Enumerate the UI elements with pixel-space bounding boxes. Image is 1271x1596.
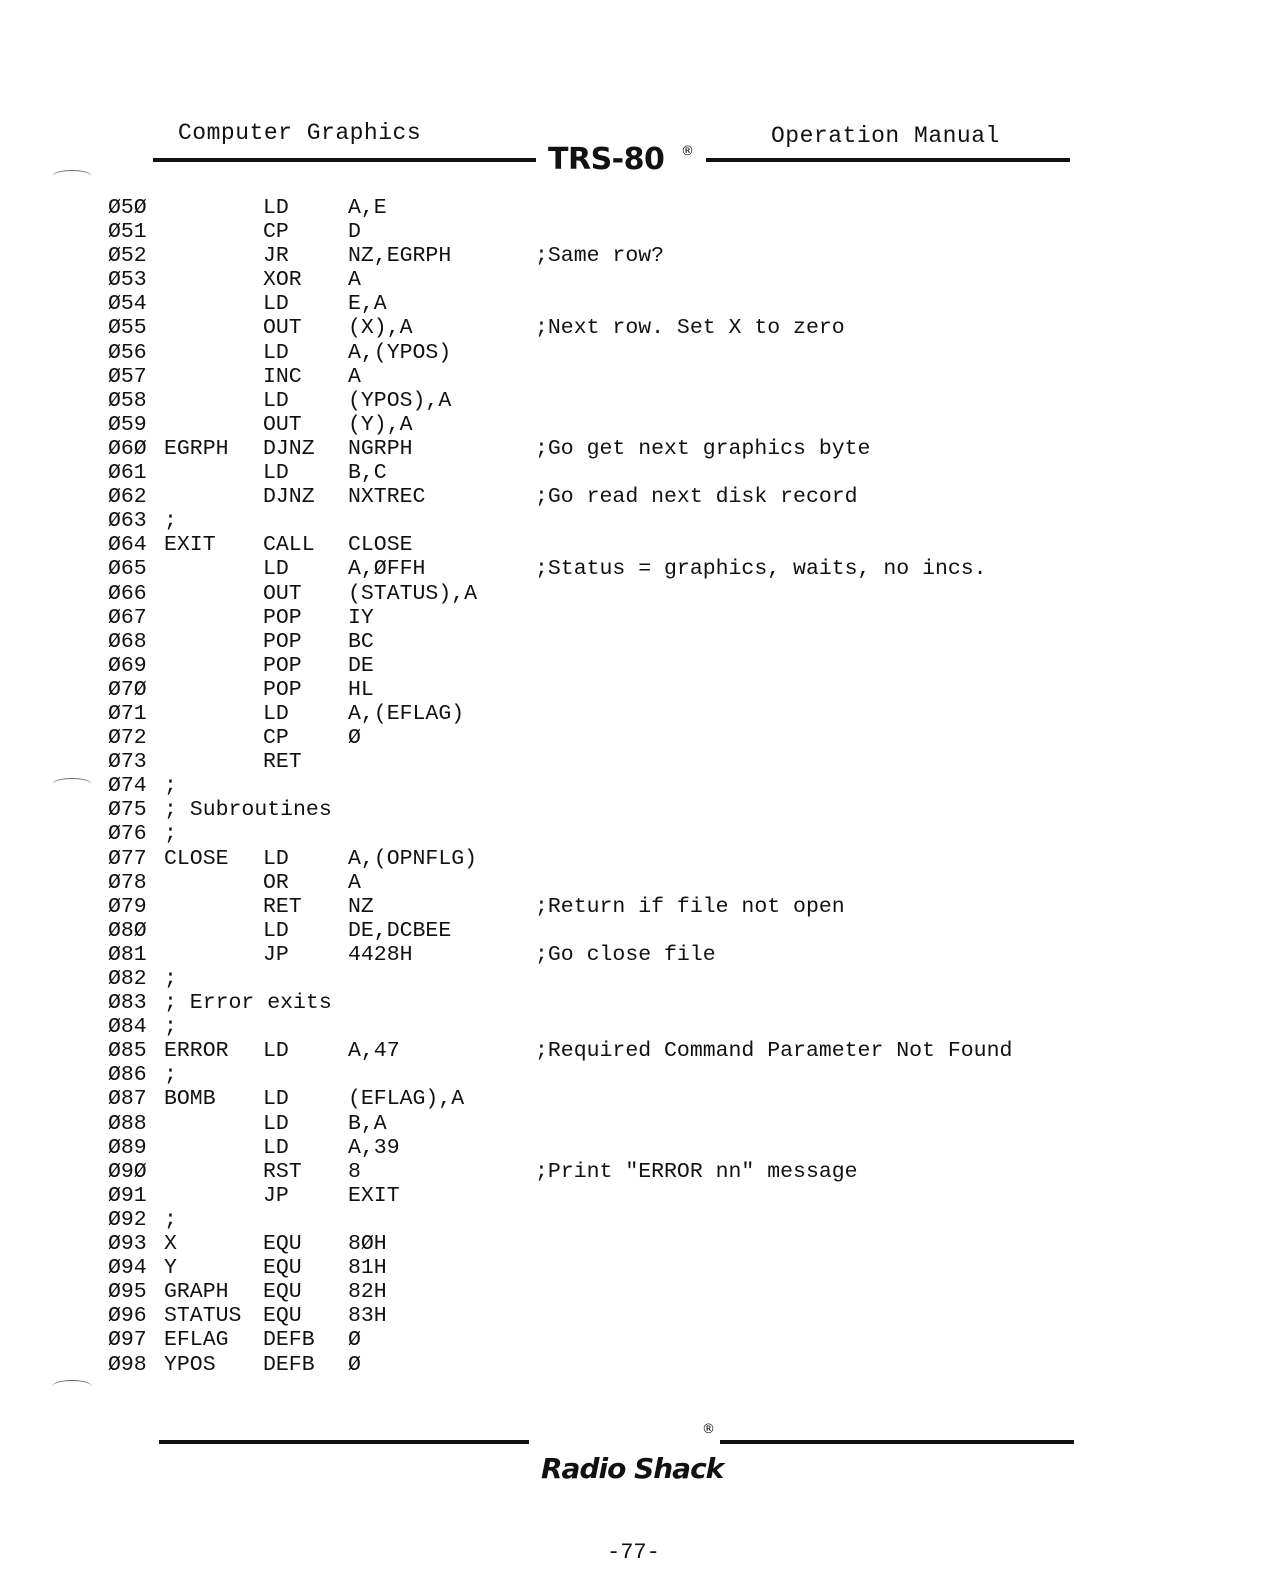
line-number: Ø5Ø (108, 196, 147, 220)
operand-field: 8 (348, 1159, 361, 1184)
label-field: STATUS (164, 1304, 242, 1329)
trs80-registered-mark: ® (681, 144, 694, 159)
opcode-field: XOR (263, 268, 302, 293)
operand-field: A,47 (348, 1039, 400, 1064)
operand-field: IY (348, 605, 374, 630)
opcode-field: JR (263, 244, 289, 269)
label-field: CLOSE (164, 846, 229, 871)
line-number: Ø55 (108, 316, 147, 341)
line-number: Ø87 (108, 1087, 147, 1112)
opcode-field: RST (263, 1159, 302, 1184)
opcode-field: LD (263, 388, 289, 413)
line-number: Ø65 (108, 557, 147, 582)
comment-field: ;Go read next disk record (535, 485, 858, 510)
line-number: Ø51 (108, 220, 147, 245)
footer-rule-right (720, 1440, 1074, 1444)
opcode-field: LD (263, 1135, 289, 1160)
opcode-field: POP (263, 605, 302, 630)
label-field: ; (164, 1015, 177, 1040)
line-number: Ø94 (108, 1256, 147, 1281)
label-field: ; (164, 774, 177, 799)
line-number: Ø53 (108, 268, 147, 293)
line-number: Ø63 (108, 509, 147, 534)
opcode-field: EQU (263, 1280, 302, 1305)
line-number: Ø59 (108, 412, 147, 437)
opcode-field: INC (263, 364, 302, 389)
operand-field: A,E (348, 196, 387, 220)
operand-field: B,A (348, 1111, 387, 1136)
operand-field: (YPOS),A (348, 388, 452, 413)
operand-field: 83H (348, 1304, 387, 1329)
label-field: Y (164, 1256, 177, 1281)
line-number: Ø76 (108, 822, 147, 847)
comment-field: ;Go get next graphics byte (535, 436, 871, 461)
operand-field: 82H (348, 1280, 387, 1305)
line-number: Ø71 (108, 701, 147, 726)
comment-heading: ; Error exits (164, 991, 332, 1016)
line-number: Ø96 (108, 1304, 147, 1329)
header-left-title: Computer Graphics (178, 120, 422, 146)
opcode-field: LD (263, 461, 289, 486)
line-number: Ø95 (108, 1280, 147, 1305)
operand-field: (Y),A (348, 412, 413, 437)
line-number: Ø54 (108, 292, 147, 317)
label-field: ; (164, 822, 177, 847)
opcode-field: DEFB (263, 1328, 315, 1353)
opcode-field: POP (263, 653, 302, 678)
trs80-logo: TRS-80 (548, 142, 665, 177)
label-field: ; (164, 1063, 177, 1088)
opcode-field: LD (263, 918, 289, 943)
operand-field: A,39 (348, 1135, 400, 1160)
operand-field: NXTREC (348, 485, 426, 510)
opcode-field: EQU (263, 1232, 302, 1257)
operand-field: 4428H (348, 942, 413, 967)
operand-field: A,(EFLAG) (348, 701, 465, 726)
opcode-field: JP (263, 942, 289, 967)
opcode-field: POP (263, 629, 302, 654)
line-number: Ø84 (108, 1015, 147, 1040)
operand-field: BC (348, 629, 374, 654)
opcode-field: DJNZ (263, 436, 315, 461)
opcode-field: DEFB (263, 1352, 315, 1377)
comment-field: ;Go close file (535, 942, 716, 967)
label-field: EXIT (164, 533, 216, 558)
operand-field: Ø (348, 1352, 361, 1377)
comment-field: ;Return if file not open (535, 894, 845, 919)
operand-field: 81H (348, 1256, 387, 1281)
line-number: Ø75 (108, 798, 147, 823)
radio-shack-logo: Radio Shack (541, 1452, 724, 1485)
line-number: Ø92 (108, 1207, 147, 1232)
opcode-field: OUT (263, 316, 302, 341)
line-number: Ø7Ø (108, 677, 147, 702)
operand-field: EXIT (348, 1183, 400, 1208)
operand-field: A,(OPNFLG) (348, 846, 478, 871)
opcode-field: LD (263, 701, 289, 726)
opcode-field: CP (263, 726, 289, 751)
line-number: Ø78 (108, 870, 147, 895)
opcode-field: LD (263, 1039, 289, 1064)
line-number: Ø61 (108, 461, 147, 486)
line-number: Ø83 (108, 991, 147, 1016)
comment-field: ;Status = graphics, waits, no incs. (535, 557, 987, 582)
opcode-field: JP (263, 1183, 289, 1208)
line-number: Ø98 (108, 1352, 147, 1377)
operand-field: A (348, 870, 361, 895)
line-number: Ø79 (108, 894, 147, 919)
opcode-field: OUT (263, 581, 302, 606)
line-number: Ø52 (108, 244, 147, 269)
header-rule-left (153, 158, 536, 162)
line-number: Ø58 (108, 388, 147, 413)
header-rule-right (706, 158, 1070, 162)
line-number: Ø86 (108, 1063, 147, 1088)
opcode-field: LD (263, 292, 289, 317)
line-number: Ø68 (108, 629, 147, 654)
line-number: Ø72 (108, 726, 147, 751)
operand-field: (X),A (348, 316, 413, 341)
operand-field: A,(YPOS) (348, 340, 452, 365)
line-number: Ø89 (108, 1135, 147, 1160)
label-field: ; (164, 1207, 177, 1232)
operand-field: A (348, 364, 361, 389)
comment-field: ;Next row. Set X to zero (535, 316, 845, 341)
opcode-field: LD (263, 846, 289, 871)
opcode-field: LD (263, 557, 289, 582)
line-number: Ø6Ø (108, 436, 147, 461)
operand-field: 8ØH (348, 1232, 387, 1257)
line-number: Ø9Ø (108, 1159, 147, 1184)
operand-field: HL (348, 677, 374, 702)
comment-field: ;Print "ERROR nn" message (535, 1159, 858, 1184)
margin-mark (52, 778, 92, 791)
comment-heading: ; Subroutines (164, 798, 332, 823)
opcode-field: CP (263, 220, 289, 245)
line-number: Ø91 (108, 1183, 147, 1208)
line-number: Ø82 (108, 967, 147, 991)
comment-field: ;Same row? (535, 244, 665, 269)
label-field: EGRPH (164, 436, 229, 461)
margin-mark (52, 1380, 92, 1393)
label-field: ; (164, 509, 177, 534)
opcode-field: EQU (263, 1256, 302, 1281)
line-number: Ø97 (108, 1328, 147, 1353)
label-field: EFLAG (164, 1328, 229, 1353)
line-number: Ø88 (108, 1111, 147, 1136)
operand-field: DE (348, 653, 374, 678)
operand-field: CLOSE (348, 533, 413, 558)
line-number: Ø74 (108, 774, 147, 799)
opcode-field: OUT (263, 412, 302, 437)
line-number: Ø77 (108, 846, 147, 871)
operand-field: A (348, 268, 361, 293)
page-number: -77- (607, 1540, 660, 1565)
operand-field: DE,DCBEE (348, 918, 452, 943)
header-right-title: Operation Manual (771, 123, 1000, 149)
line-number: Ø57 (108, 364, 147, 389)
margin-mark (52, 170, 92, 183)
operand-field: NGRPH (348, 436, 413, 461)
operand-field: Ø (348, 1328, 361, 1353)
opcode-field: LD (263, 196, 289, 220)
line-number: Ø62 (108, 485, 147, 510)
footer-rule-left (159, 1440, 529, 1444)
line-number: Ø67 (108, 605, 147, 630)
label-field: YPOS (164, 1352, 216, 1377)
opcode-field: LD (263, 1111, 289, 1136)
operand-field: D (348, 220, 361, 245)
opcode-field: DJNZ (263, 485, 315, 510)
operand-field: (EFLAG),A (348, 1087, 465, 1112)
opcode-field: RET (263, 894, 302, 919)
opcode-field: LD (263, 340, 289, 365)
line-number: Ø73 (108, 750, 147, 775)
operand-field: E,A (348, 292, 387, 317)
label-field: X (164, 1232, 177, 1257)
operand-field: (STATUS),A (348, 581, 478, 606)
opcode-field: LD (263, 1087, 289, 1112)
line-number: Ø69 (108, 653, 147, 678)
opcode-field: RET (263, 750, 302, 775)
label-field: ERROR (164, 1039, 229, 1064)
opcode-field: EQU (263, 1304, 302, 1329)
opcode-field: CALL (263, 533, 315, 558)
operand-field: B,C (348, 461, 387, 486)
line-number: Ø64 (108, 533, 147, 558)
line-number: Ø8Ø (108, 918, 147, 943)
operand-field: Ø (348, 726, 361, 751)
line-number: Ø56 (108, 340, 147, 365)
label-field: BOMB (164, 1087, 216, 1112)
line-number: Ø81 (108, 942, 147, 967)
line-number: Ø93 (108, 1232, 147, 1257)
opcode-field: POP (263, 677, 302, 702)
line-number: Ø66 (108, 581, 147, 606)
radio-shack-registered-mark: ® (702, 1422, 715, 1437)
label-field: GRAPH (164, 1280, 229, 1305)
operand-field: A,ØFFH (348, 557, 426, 582)
label-field: ; (164, 967, 177, 991)
opcode-field: OR (263, 870, 289, 895)
operand-field: NZ (348, 894, 374, 919)
line-number: Ø85 (108, 1039, 147, 1064)
comment-field: ;Required Command Parameter Not Found (535, 1039, 1013, 1064)
operand-field: NZ,EGRPH (348, 244, 452, 269)
